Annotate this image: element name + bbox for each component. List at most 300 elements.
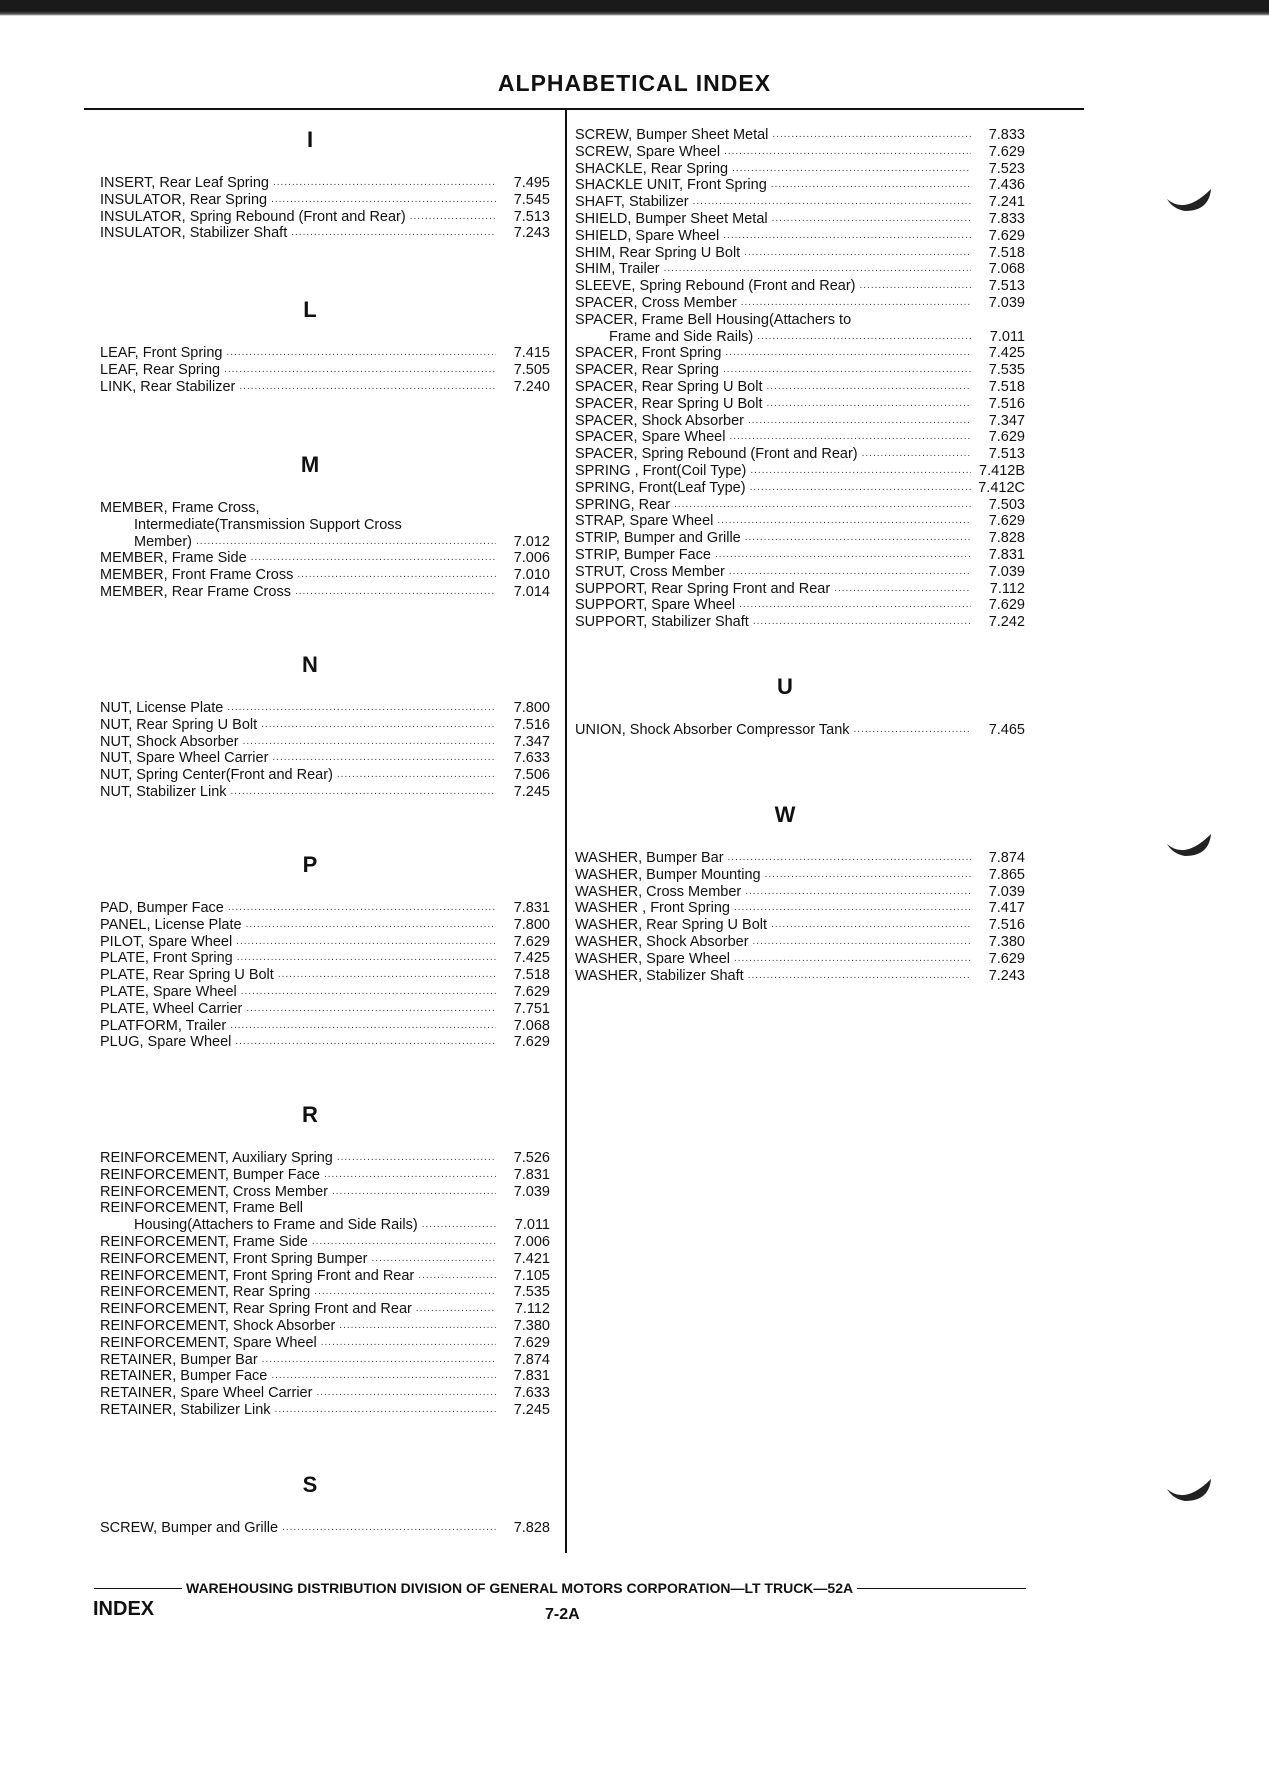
leader-dots (243, 734, 496, 751)
entry-page: 7.518 (988, 378, 1025, 395)
index-entry (100, 500, 550, 550)
entry-name: PLATFORM, Trailer (100, 1017, 227, 1034)
entry-page: 7.545 (513, 191, 550, 208)
index-section-l (100, 295, 550, 395)
entry-page: 7.068 (513, 1017, 550, 1034)
entry-page: 7.380 (988, 933, 1025, 950)
index-section-continued (575, 127, 1025, 631)
entry-name: RETAINER, Spare Wheel Carrier (100, 1385, 313, 1402)
index-section-u (575, 672, 1025, 739)
leader-dots (271, 192, 496, 209)
entry-page: 7.833 (988, 127, 1025, 143)
binder-hole-middle (1165, 830, 1213, 860)
leader-dots (734, 900, 971, 917)
leader-dots (282, 1520, 496, 1537)
entry-name: SHIM, Rear Spring U Bolt (575, 244, 741, 261)
leader-dots (748, 968, 971, 985)
entry-name: SPACER, Frame Bell Housing(Attachers to (575, 311, 852, 328)
index-entry (100, 717, 550, 734)
entry-name: SPACER, Cross Member (575, 294, 737, 311)
index-entry (575, 127, 1025, 144)
leader-dots (724, 144, 971, 161)
index-entry (100, 1385, 550, 1402)
section-letter: M (300, 452, 320, 477)
leader-dots (278, 967, 496, 984)
index-entry (575, 396, 1025, 413)
entry-name: NUT, Stabilizer Link (100, 783, 227, 800)
leader-dots (332, 1184, 496, 1201)
entry-page: 7.831 (513, 900, 550, 916)
index-entry (100, 784, 550, 801)
entry-name: PAD, Bumper Face (100, 900, 224, 916)
index-entry (100, 225, 550, 242)
entry-page: 7.629 (988, 143, 1025, 160)
index-entry (100, 950, 550, 967)
entry-page: 7.629 (513, 1034, 550, 1051)
entry-page: 7.516 (513, 716, 550, 733)
entry-name: REINFORCEMENT, Frame Side (100, 1233, 308, 1250)
entry-name: SUPPORT, Spare Wheel (575, 597, 736, 614)
section-letter: P (302, 852, 318, 877)
title-rule (84, 108, 1084, 110)
index-entry (100, 934, 550, 951)
index-entry (100, 1018, 550, 1035)
entry-page: 7.629 (513, 983, 550, 1000)
entry-page: 7.526 (513, 1150, 550, 1166)
entry-name: REINFORCEMENT, Cross Member (100, 1183, 328, 1200)
leader-dots (418, 1268, 496, 1285)
leader-dots (224, 362, 496, 379)
entry-page: 7.011 (514, 1217, 550, 1234)
binder-hole-bottom (1165, 1475, 1213, 1505)
entry-page: 7.506 (513, 767, 550, 784)
index-entry (575, 295, 1025, 312)
entry-name: PILOT, Spare Wheel (100, 933, 233, 950)
entry-page: 7.503 (988, 496, 1025, 513)
entry-name: SHIM, Trailer (575, 261, 660, 278)
index-entry (575, 362, 1025, 379)
leader-dots (723, 362, 971, 379)
entry-page: 7.243 (513, 225, 550, 242)
index-entry (575, 413, 1025, 430)
leader-dots (717, 513, 971, 530)
entry-page: 7.828 (513, 1520, 550, 1536)
index-entry (575, 379, 1025, 396)
index-entry (100, 734, 550, 751)
leader-dots (859, 278, 971, 295)
entry-name: SPACER, Rear Spring (575, 362, 719, 379)
entry-name-continued: Frame and Side Rails) (609, 328, 754, 345)
entry-name: NUT, Spring Center(Front and Rear) (100, 767, 333, 784)
entry-page: 7.831 (988, 546, 1025, 563)
entry-name: RETAINER, Stabilizer Link (100, 1401, 271, 1418)
entry-name: SPRING, Front(Leaf Type) (575, 479, 746, 496)
index-entry (100, 1520, 550, 1537)
section-letter: S (302, 1472, 318, 1497)
entry-name: WASHER, Cross Member (575, 883, 742, 900)
entry-page: 7.425 (513, 950, 550, 967)
leader-dots (739, 597, 971, 614)
index-section-r (100, 1100, 550, 1419)
index-entry (100, 900, 550, 917)
entry-page: 7.068 (988, 261, 1025, 278)
entry-name: PLATE, Wheel Carrier (100, 1000, 243, 1017)
entry-page: 7.039 (988, 883, 1025, 900)
footer-division-text: WAREHOUSING DISTRIBUTION DIVISION OF GENERAL MOTORS CORPORATION—LT TRUCK—52A (186, 1580, 854, 1596)
entry-page: 7.505 (513, 361, 550, 378)
index-entry (575, 228, 1025, 245)
section-letter: I (306, 127, 314, 152)
entry-page: 7.380 (513, 1317, 550, 1334)
index-entry (575, 261, 1025, 278)
index-entry (575, 867, 1025, 884)
index-entry (575, 177, 1025, 194)
index-entry (575, 513, 1025, 530)
entry-page: 7.105 (513, 1267, 550, 1284)
entry-name: STRIP, Bumper and Grille (575, 530, 741, 547)
leader-dots (723, 228, 971, 245)
entry-page: 7.417 (988, 900, 1025, 917)
leader-dots (230, 1018, 496, 1035)
leader-dots (261, 717, 496, 734)
leader-dots (235, 1034, 496, 1051)
leader-dots (291, 225, 496, 242)
entry-page: 7.629 (988, 513, 1025, 530)
entry-name: REINFORCEMENT, Front Spring Front and Rear (100, 1267, 415, 1284)
leader-dots (337, 767, 496, 784)
entry-page: 7.800 (513, 700, 550, 716)
entry-name: REINFORCEMENT, Frame Bell (100, 1200, 304, 1217)
entry-name-continued: Housing(Attachers to Frame and Side Rails) (134, 1217, 418, 1234)
entry-page: 7.629 (988, 597, 1025, 614)
leader-dots (744, 245, 971, 262)
leader-dots (750, 480, 971, 497)
entry-page: 7.535 (988, 362, 1025, 379)
entry-page: 7.633 (513, 750, 550, 767)
index-entry (575, 614, 1025, 631)
index-entry (100, 567, 550, 584)
index-entry (100, 1034, 550, 1051)
index-entry (575, 530, 1025, 547)
leader-dots (767, 379, 972, 396)
leader-dots (196, 534, 496, 551)
entry-name: PANEL, License Plate (100, 916, 242, 933)
index-entry (100, 1352, 550, 1369)
entry-name: SCREW, Spare Wheel (575, 143, 721, 160)
index-section-m (100, 450, 550, 601)
index-entry (575, 900, 1025, 917)
entry-name: STRUT, Cross Member (575, 563, 725, 580)
entry-page: 7.465 (988, 722, 1025, 738)
entry-name: REINFORCEMENT, Shock Absorber (100, 1317, 336, 1334)
entry-page: 7.865 (988, 866, 1025, 883)
entry-page: 7.415 (513, 345, 550, 361)
entry-page: 7.245 (513, 1401, 550, 1418)
entry-page: 7.006 (513, 1233, 550, 1250)
entry-page: 7.242 (988, 614, 1025, 631)
index-entry (100, 1368, 550, 1385)
entry-page: 7.039 (513, 1183, 550, 1200)
index-entry (100, 379, 550, 396)
entry-name: UNION, Shock Absorber Compressor Tank (575, 722, 850, 738)
index-entry (100, 345, 550, 362)
entry-page: 7.629 (513, 1334, 550, 1351)
entry-page: 7.828 (988, 530, 1025, 547)
entry-page: 7.800 (513, 916, 550, 933)
index-entry (575, 968, 1025, 985)
entry-name: LEAF, Rear Spring (100, 361, 221, 378)
index-entry (575, 245, 1025, 262)
entry-name: INSULATOR, Spring Rebound (Front and Rear) (100, 208, 406, 225)
index-entry (100, 1335, 550, 1352)
index-entry (100, 1318, 550, 1335)
entry-name: SPACER, Rear Spring U Bolt (575, 395, 763, 412)
entry-name: NUT, License Plate (100, 700, 224, 716)
entry-name: SHIELD, Bumper Sheet Metal (575, 210, 768, 227)
leader-dots (664, 261, 971, 278)
footer-page-number: 7-2A (545, 1606, 580, 1623)
entry-name: LINK, Rear Stabilizer (100, 378, 236, 395)
section-letter: N (302, 652, 318, 677)
index-entry (100, 1167, 550, 1184)
entry-page: 7.014 (513, 583, 550, 600)
footer-section-label: INDEX (93, 1598, 155, 1620)
entry-name: SCREW, Bumper and Grille (100, 1520, 279, 1536)
entry-name: SHACKLE UNIT, Front Spring (575, 177, 767, 194)
leader-dots (273, 175, 496, 192)
entry-name: SUPPORT, Stabilizer Shaft (575, 614, 749, 631)
leader-dots (748, 413, 971, 430)
entry-page: 7.831 (513, 1368, 550, 1385)
leader-dots (834, 581, 971, 598)
index-entry (100, 1234, 550, 1251)
index-entry (575, 194, 1025, 211)
entry-page: 7.421 (513, 1250, 550, 1267)
entry-name: SPACER, Shock Absorber (575, 412, 744, 429)
entry-page: 7.240 (513, 378, 550, 395)
leader-dots (337, 1150, 496, 1167)
leader-dots (275, 1402, 496, 1419)
leader-dots (339, 1318, 496, 1335)
index-entry (575, 312, 1025, 346)
entry-page: 7.629 (988, 429, 1025, 446)
leader-dots (753, 614, 971, 631)
footer-rule-right (857, 1588, 1026, 1589)
entry-name: SHIELD, Spare Wheel (575, 227, 720, 244)
entry-page: 7.513 (988, 278, 1025, 295)
entry-page: 7.006 (513, 550, 550, 567)
leader-dots (314, 1284, 496, 1301)
entry-name: REINFORCEMENT, Auxiliary Spring (100, 1150, 333, 1166)
entry-name: WASHER, Stabilizer Shaft (575, 967, 744, 984)
footer-rule-left (94, 1588, 182, 1589)
entry-name: RETAINER, Bumper Bar (100, 1351, 258, 1368)
entry-name: PLUG, Spare Wheel (100, 1034, 232, 1051)
leader-dots (772, 211, 971, 228)
leader-dots (725, 345, 971, 362)
index-entry (575, 884, 1025, 901)
entry-name: SPACER, Front Spring (575, 345, 722, 362)
leader-dots (715, 547, 971, 564)
entry-page: 7.010 (513, 567, 550, 584)
leader-dots (862, 446, 971, 463)
entry-page: 7.347 (988, 412, 1025, 429)
entry-page: 7.513 (988, 446, 1025, 463)
leader-dots (237, 950, 496, 967)
entry-name: SUPPORT, Rear Spring Front and Rear (575, 580, 831, 597)
index-entry (100, 175, 550, 192)
column-divider (565, 108, 567, 1553)
index-entry (575, 463, 1025, 480)
leader-dots (262, 1352, 496, 1369)
leader-dots (734, 951, 971, 968)
entry-name: REINFORCEMENT, Bumper Face (100, 1166, 320, 1183)
section-letter: R (302, 1102, 318, 1127)
leader-dots (728, 850, 971, 867)
entry-page: 7.241 (988, 194, 1025, 211)
entry-page: 7.425 (988, 345, 1025, 362)
index-section-p (100, 850, 550, 1051)
entry-page: 7.243 (988, 967, 1025, 984)
index-entry (575, 934, 1025, 951)
leader-dots (295, 584, 496, 601)
leader-dots (729, 429, 971, 446)
index-entry (575, 446, 1025, 463)
entry-name: MEMBER, Frame Cross, (100, 500, 260, 516)
leader-dots (321, 1335, 496, 1352)
entry-page: 7.039 (988, 294, 1025, 311)
index-entry (575, 144, 1025, 161)
index-entry (575, 278, 1025, 295)
entry-name: LEAF, Front Spring (100, 345, 223, 361)
leader-dots (422, 1217, 496, 1234)
entry-page: 7.012 (513, 533, 550, 550)
index-entry (575, 429, 1025, 446)
leader-dots (228, 900, 496, 917)
index-entry (100, 209, 550, 226)
entry-page: 7.245 (513, 783, 550, 800)
entry-name: SPACER, Rear Spring U Bolt (575, 378, 763, 395)
leader-dots (767, 396, 972, 413)
leader-dots (236, 934, 496, 951)
entry-name: MEMBER, Frame Side (100, 550, 247, 567)
entry-page: 7.633 (513, 1385, 550, 1402)
entry-page: 7.112 (514, 1301, 550, 1318)
leader-dots (227, 345, 497, 362)
entry-page: 7.629 (513, 933, 550, 950)
entry-name: WASHER, Rear Spring U Bolt (575, 917, 768, 934)
index-entry (575, 547, 1025, 564)
leader-dots (765, 867, 971, 884)
index-entry (575, 597, 1025, 614)
entry-name: STRAP, Spare Wheel (575, 513, 714, 530)
index-entry (100, 984, 550, 1001)
entry-page: 7.874 (988, 850, 1025, 866)
index-entry (575, 564, 1025, 581)
leader-dots (771, 917, 971, 934)
index-entry (100, 1268, 550, 1285)
entry-name: SPRING , Front(Coil Type) (575, 462, 747, 479)
leader-dots (372, 1251, 496, 1268)
entry-page: 7.751 (513, 1000, 550, 1017)
entry-page: 7.518 (988, 244, 1025, 261)
leader-dots (312, 1234, 496, 1251)
index-entry (100, 550, 550, 567)
leader-dots (693, 194, 971, 211)
entry-name-continued: Intermediate(Transmission Support Cross (134, 516, 402, 533)
index-section-i (100, 125, 550, 242)
entry-name: WASHER, Spare Wheel (575, 950, 730, 967)
entry-page: 7.412B (979, 462, 1025, 479)
index-entry (100, 192, 550, 209)
leader-dots (732, 161, 971, 178)
index-entry (575, 722, 1025, 739)
entry-name: WASHER, Bumper Bar (575, 850, 724, 866)
entry-page: 7.833 (988, 210, 1025, 227)
entry-name: INSERT, Rear Leaf Spring (100, 175, 269, 191)
entry-page: 7.412C (978, 479, 1025, 496)
entry-page: 7.535 (513, 1284, 550, 1301)
binder-hole-top (1165, 185, 1213, 215)
entry-page: 7.516 (988, 917, 1025, 934)
page-title: ALPHABETICAL INDEX (497, 70, 772, 96)
index-entry (575, 581, 1025, 598)
index-entry (575, 161, 1025, 178)
entry-page: 7.523 (988, 160, 1025, 177)
index-section-n (100, 650, 550, 801)
leader-dots (324, 1167, 496, 1184)
entry-name: SLEEVE, Spring Rebound (Front and Rear) (575, 278, 856, 295)
entry-name: NUT, Shock Absorber (100, 733, 239, 750)
leader-dots (251, 550, 496, 567)
leader-dots (239, 379, 496, 396)
leader-dots (741, 295, 971, 312)
index-entry (575, 497, 1025, 514)
section-letter: L (303, 297, 317, 322)
entry-name: INSULATOR, Rear Spring (100, 191, 268, 208)
leader-dots (271, 1368, 496, 1385)
leader-dots (241, 984, 496, 1001)
entry-page: 7.518 (513, 967, 550, 984)
entry-name: REINFORCEMENT, Rear Spring (100, 1284, 311, 1301)
index-section-w (575, 800, 1025, 984)
entry-name: WASHER, Bumper Mounting (575, 866, 761, 883)
entry-name: RETAINER, Bumper Face (100, 1368, 268, 1385)
entry-name: REINFORCEMENT, Spare Wheel (100, 1334, 317, 1351)
leader-dots (854, 722, 971, 739)
entry-name: MEMBER, Front Frame Cross (100, 567, 294, 584)
index-entry (100, 362, 550, 379)
footer-division-line (90, 1580, 1030, 1596)
index-entry (100, 1150, 550, 1167)
entry-name: SPACER, Spare Wheel (575, 429, 726, 446)
leader-dots (750, 463, 971, 480)
index-entry (100, 1200, 550, 1234)
leader-dots (757, 329, 971, 346)
index-entry (100, 1301, 550, 1318)
entry-name: REINFORCEMENT, Rear Spring Front and Rear (100, 1301, 412, 1318)
entry-name: INSULATOR, Stabilizer Shaft (100, 225, 288, 242)
entry-name: SCREW, Bumper Sheet Metal (575, 127, 769, 143)
leader-dots (772, 127, 971, 144)
index-section-s (100, 1470, 550, 1537)
leader-dots (745, 530, 971, 547)
leader-dots (246, 1001, 496, 1018)
entry-name: MEMBER, Rear Frame Cross (100, 583, 291, 600)
leader-dots (674, 497, 971, 514)
entry-page: 7.039 (988, 563, 1025, 580)
entry-name: WASHER, Shock Absorber (575, 933, 749, 950)
